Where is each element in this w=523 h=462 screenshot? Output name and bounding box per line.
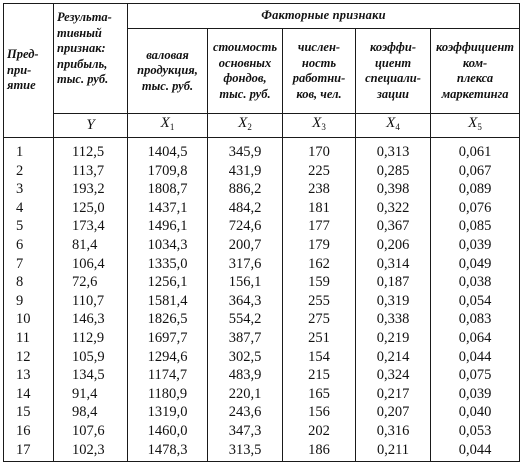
- x-symbol-letter: X: [386, 114, 396, 131]
- specialization-cell: 0,316: [356, 422, 431, 441]
- gross-output-cell: 1294,6: [128, 348, 208, 367]
- employees-cell: 162: [283, 255, 356, 274]
- x4-symbol-cell: [356, 114, 431, 138]
- enterprise-number-cell: 10: [4, 310, 54, 329]
- enterprise-number-cell: 3: [4, 180, 54, 199]
- enterprise-number-cell: 4: [4, 199, 54, 218]
- employees-cell: 202: [283, 422, 356, 441]
- table-row: [4, 255, 520, 274]
- specialization-cell: 0,219: [356, 329, 431, 348]
- marketing-cell: 0,089: [431, 180, 520, 199]
- profit-cell: 193,2: [54, 180, 128, 199]
- table-row: [4, 441, 520, 462]
- marketing-cell: 0,061: [431, 138, 520, 162]
- table-row: [4, 310, 520, 329]
- table-row: [4, 366, 520, 385]
- fixed-assets-cell: 347,3: [208, 422, 283, 441]
- specialization-cell: 0,187: [356, 273, 431, 292]
- fixed-assets-cell: 200,7: [208, 236, 283, 255]
- specialization-cell: 0,319: [356, 292, 431, 311]
- factor-header-label: стоимость основных фондов, тыс. руб.: [212, 40, 278, 101]
- x1-symbol-cell: [128, 114, 208, 138]
- gross-output-cell: 1460,0: [128, 422, 208, 441]
- profit-cell: 110,7: [54, 292, 128, 311]
- specialization-cell: 0,338: [356, 310, 431, 329]
- factor-header-employees: [283, 29, 356, 114]
- profit-cell: 98,4: [54, 403, 128, 422]
- fixed-assets-cell: 302,5: [208, 348, 283, 367]
- factor-header-marketing: [431, 29, 520, 114]
- table-row: [4, 385, 520, 404]
- x-symbol-index: 1: [169, 121, 175, 132]
- fixed-assets-cell: 313,5: [208, 441, 283, 462]
- factor-header-gross-output: [128, 29, 208, 114]
- employees-cell: 251: [283, 329, 356, 348]
- table-body: [4, 138, 520, 462]
- x-symbol-index: 2: [247, 121, 252, 132]
- marketing-cell: 0,040: [431, 403, 520, 422]
- table-row: [4, 236, 520, 255]
- employees-cell: 165: [283, 385, 356, 404]
- fixed-assets-cell: 345,9: [208, 138, 283, 162]
- fixed-assets-cell: 317,6: [208, 255, 283, 274]
- employees-cell: 255: [283, 292, 356, 311]
- fixed-assets-cell: 554,2: [208, 310, 283, 329]
- specialization-cell: 0,314: [356, 255, 431, 274]
- employees-cell: 154: [283, 348, 356, 367]
- enterprise-factors-table: [3, 3, 520, 462]
- table-row: [4, 422, 520, 441]
- marketing-cell: 0,054: [431, 292, 520, 311]
- employees-cell: 238: [283, 180, 356, 199]
- employees-cell: 170: [283, 138, 356, 162]
- marketing-cell: 0,064: [431, 329, 520, 348]
- enterprise-number-cell: 9: [4, 292, 54, 311]
- y-symbol: Y: [86, 116, 95, 133]
- gross-output-cell: 1826,5: [128, 310, 208, 329]
- x3-symbol-cell: [283, 114, 356, 138]
- enterprise-number-cell: 17: [4, 441, 54, 462]
- gross-output-cell: 1709,8: [128, 162, 208, 181]
- profit-cell: 125,0: [54, 199, 128, 218]
- marketing-cell: 0,039: [431, 385, 520, 404]
- x-symbol-index: 4: [395, 121, 400, 132]
- employees-cell: 177: [283, 217, 356, 236]
- x2-symbol-cell: [208, 114, 283, 138]
- enterprise-number-cell: 2: [4, 162, 54, 181]
- table-row: [4, 403, 520, 422]
- gross-output-cell: 1319,0: [128, 403, 208, 422]
- enterprise-number-cell: 15: [4, 403, 54, 422]
- gross-output-cell: 1697,7: [128, 329, 208, 348]
- profit-cell: 107,6: [54, 422, 128, 441]
- marketing-cell: 0,076: [431, 199, 520, 218]
- fixed-assets-cell: 364,3: [208, 292, 283, 311]
- specialization-cell: 0,313: [356, 138, 431, 162]
- employees-cell: 186: [283, 441, 356, 462]
- factor-header-specialization: [356, 29, 431, 114]
- enterprise-number-cell: 16: [4, 422, 54, 441]
- gross-output-cell: 1437,1: [128, 199, 208, 218]
- fixed-assets-cell: 431,9: [208, 162, 283, 181]
- gross-output-cell: 1808,7: [128, 180, 208, 199]
- marketing-cell: 0,039: [431, 236, 520, 255]
- gross-output-cell: 1478,3: [128, 441, 208, 462]
- specialization-cell: 0,207: [356, 403, 431, 422]
- employees-cell: 181: [283, 199, 356, 218]
- x-symbol-index: 5: [477, 121, 482, 132]
- table-row: [4, 292, 520, 311]
- specialization-cell: 0,211: [356, 441, 431, 462]
- marketing-cell: 0,053: [431, 422, 520, 441]
- gross-output-cell: 1174,7: [128, 366, 208, 385]
- profit-cell: 102,3: [54, 441, 128, 462]
- profit-cell: 173,4: [54, 217, 128, 236]
- y-symbol-cell: [54, 114, 128, 138]
- employees-cell: 156: [283, 403, 356, 422]
- enterprise-number-cell: 8: [4, 273, 54, 292]
- factor-features-group-header: [128, 4, 520, 29]
- profit-cell: 81,4: [54, 236, 128, 255]
- specialization-cell: 0,206: [356, 236, 431, 255]
- factor-header-fixed-assets: [208, 29, 283, 114]
- specialization-cell: 0,285: [356, 162, 431, 181]
- fixed-assets-cell: 724,6: [208, 217, 283, 236]
- employees-cell: 159: [283, 273, 356, 292]
- employees-cell: 275: [283, 310, 356, 329]
- profit-cell: 106,4: [54, 255, 128, 274]
- x-symbol-letter: X: [238, 114, 248, 131]
- fixed-assets-cell: 484,2: [208, 199, 283, 218]
- profit-cell: 105,9: [54, 348, 128, 367]
- gross-output-cell: 1335,0: [128, 255, 208, 274]
- table-row: [4, 217, 520, 236]
- enterprise-number-cell: 13: [4, 366, 54, 385]
- gross-output-cell: 1581,4: [128, 292, 208, 311]
- marketing-cell: 0,049: [431, 255, 520, 274]
- employees-cell: 179: [283, 236, 356, 255]
- table-row: [4, 138, 520, 162]
- enterprise-header-label: Пред- при- ятие: [7, 47, 39, 93]
- profit-cell: 112,9: [54, 329, 128, 348]
- factor-header-label: коэффи- циент специали- зации: [365, 40, 421, 101]
- x-symbol-index: 3: [321, 121, 326, 132]
- x5-symbol-cell: [431, 114, 520, 138]
- employees-cell: 215: [283, 366, 356, 385]
- fixed-assets-cell: 220,1: [208, 385, 283, 404]
- gross-output-cell: 1496,1: [128, 217, 208, 236]
- marketing-cell: 0,075: [431, 366, 520, 385]
- marketing-cell: 0,044: [431, 441, 520, 462]
- enterprise-number-cell: 6: [4, 236, 54, 255]
- marketing-cell: 0,083: [431, 310, 520, 329]
- profit-cell: 113,7: [54, 162, 128, 181]
- enterprise-number-cell: 11: [4, 329, 54, 348]
- specialization-cell: 0,217: [356, 385, 431, 404]
- fixed-assets-cell: 156,1: [208, 273, 283, 292]
- fixed-assets-cell: 387,7: [208, 329, 283, 348]
- fixed-assets-cell: 243,6: [208, 403, 283, 422]
- gross-output-cell: 1256,1: [128, 273, 208, 292]
- marketing-cell: 0,044: [431, 348, 520, 367]
- marketing-cell: 0,038: [431, 273, 520, 292]
- specialization-cell: 0,398: [356, 180, 431, 199]
- profit-cell: 112,5: [54, 138, 128, 162]
- table-row: [4, 348, 520, 367]
- marketing-cell: 0,067: [431, 162, 520, 181]
- enterprise-number-cell: 12: [4, 348, 54, 367]
- table-row: [4, 180, 520, 199]
- data-table-container: [3, 3, 519, 462]
- employees-cell: 225: [283, 162, 356, 181]
- x-symbol-letter: X: [160, 114, 170, 131]
- specialization-cell: 0,322: [356, 199, 431, 218]
- profit-cell: 72,6: [54, 273, 128, 292]
- factor-header-label: числен- ность работни- ков, чел.: [292, 40, 346, 101]
- gross-output-cell: 1034,3: [128, 236, 208, 255]
- factor-header-label: валовая продукция, тыс. руб.: [137, 47, 198, 93]
- result-feature-column-header: [54, 4, 128, 114]
- result-feature-header-label: Результа- тивный признак: прибыль, тыс. руб.: [57, 10, 112, 86]
- profit-cell: 146,3: [54, 310, 128, 329]
- specialization-cell: 0,324: [356, 366, 431, 385]
- factor-header-label: коэффициент ком- плекса маркетинга: [436, 40, 514, 101]
- factor-features-label: Факторные признаки: [261, 8, 386, 23]
- enterprise-column-header: [4, 4, 54, 138]
- enterprise-number-cell: 7: [4, 255, 54, 274]
- fixed-assets-cell: 483,9: [208, 366, 283, 385]
- marketing-cell: 0,085: [431, 217, 520, 236]
- gross-output-cell: 1180,9: [128, 385, 208, 404]
- x-symbol-letter: X: [468, 114, 478, 131]
- table-row: [4, 329, 520, 348]
- specialization-cell: 0,367: [356, 217, 431, 236]
- table-row: [4, 199, 520, 218]
- profit-cell: 134,5: [54, 366, 128, 385]
- profit-cell: 91,4: [54, 385, 128, 404]
- table-row: [4, 162, 520, 181]
- table-row: [4, 273, 520, 292]
- table-header: [4, 4, 520, 138]
- gross-output-cell: 1404,5: [128, 138, 208, 162]
- x-symbol-letter: X: [312, 114, 322, 131]
- specialization-cell: 0,214: [356, 348, 431, 367]
- fixed-assets-cell: 886,2: [208, 180, 283, 199]
- enterprise-number-cell: 14: [4, 385, 54, 404]
- enterprise-number-cell: 5: [4, 217, 54, 236]
- enterprise-number-cell: 1: [4, 138, 54, 162]
